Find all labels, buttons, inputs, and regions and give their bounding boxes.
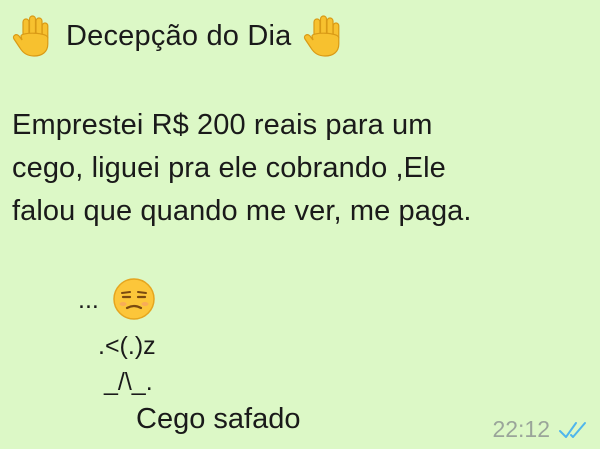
raised-hand-icon — [12, 14, 52, 58]
timestamp: 22:12 — [492, 416, 550, 442]
ascii-dots: ... — [78, 286, 99, 314]
raised-hand-icon — [303, 14, 343, 58]
message-text — [12, 104, 597, 233]
message-line: cego, liguei pra ele cobrando ,Ele — [12, 152, 446, 184]
message-line: Emprestei R$ 200 reais para um — [12, 109, 433, 141]
unamused-face-icon — [112, 277, 156, 321]
message-meta — [492, 416, 588, 443]
ascii-caption: Cego safado — [136, 403, 301, 435]
title-text: Decepção do Dia — [66, 19, 292, 52]
title-row — [12, 12, 343, 60]
ascii-legs: _/\_. — [104, 368, 153, 396]
ascii-head: .<(.)z — [98, 332, 156, 360]
double-check-icon — [558, 420, 588, 440]
message-line: falou que quando me ver, me paga. — [12, 195, 472, 227]
